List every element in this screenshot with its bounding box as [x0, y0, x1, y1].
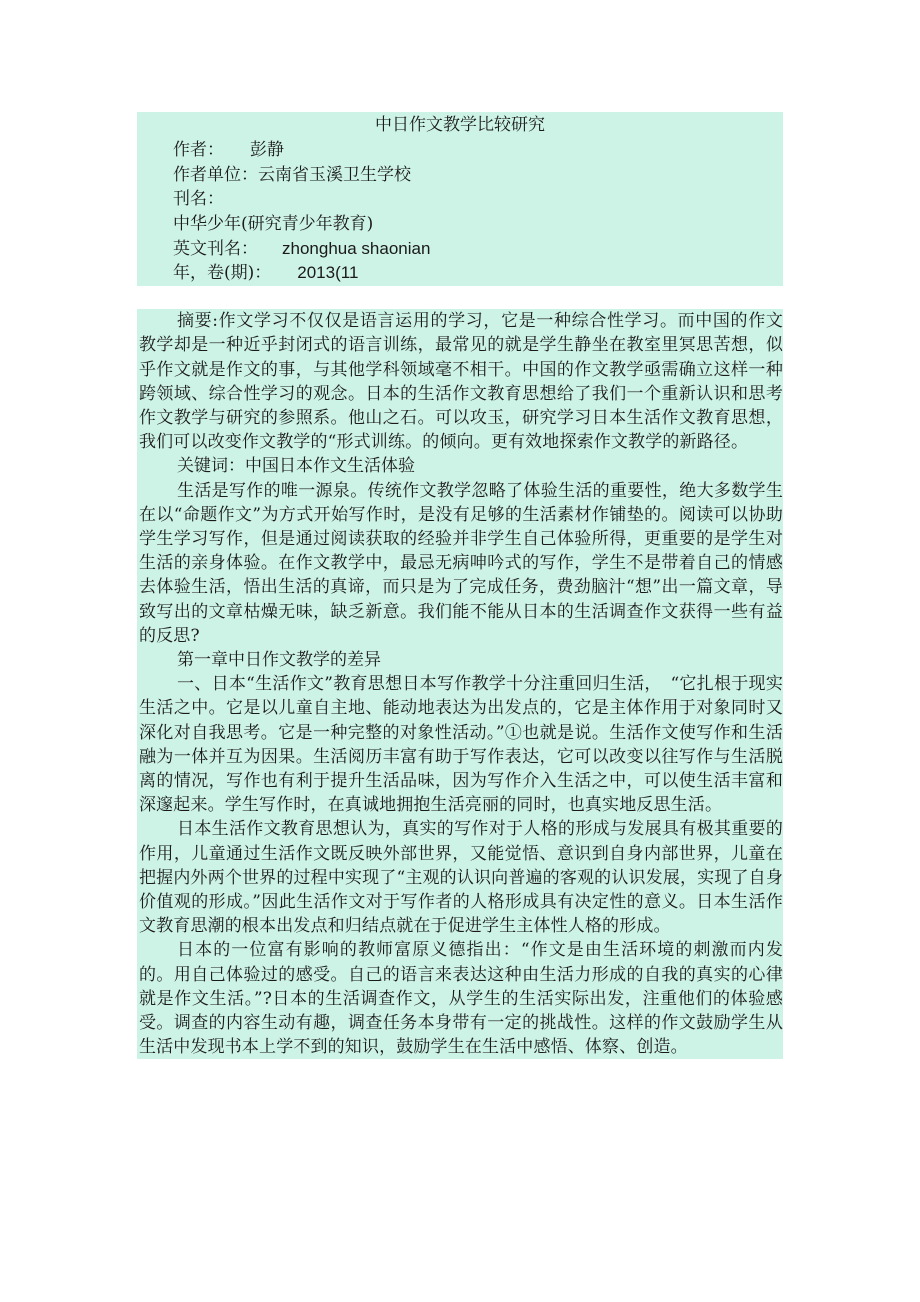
year-value: 2013(11 — [297, 263, 359, 283]
header-block — [137, 112, 783, 286]
english-journal-row — [137, 237, 783, 262]
author-label: 作者： — [173, 140, 224, 160]
body-block — [137, 309, 783, 1059]
chapter-heading: 第一章中日作文教学的差异 — [177, 649, 381, 670]
year-label: 年，卷(期)： — [173, 263, 272, 284]
body-paragraph-2: 一、日本“生活作文”教育思想日本写作教学十分注重回归生活， “它扎根于现实生活之中。它是以儿童自主地、能动地表达为出发点的，它是主体作用于对象同时又深化对自我思考。它是一种完整的对象性活动。”①也就是说。生活作文使写作和生活融为一体并互为因果。生活阅历丰富有助于写作表达，它可以改变以往写作与生活脱离的情况，写作也有利于提升生活品味，因为写作介入生活之中，可以使生活丰富和深邃起来。学生写作时，在真诚地拥抱生活亮丽的同时，也真实地反思生活。 — [139, 674, 783, 816]
journal-row — [137, 212, 783, 237]
english-journal-label: 英文刊名： — [173, 238, 258, 259]
spacer — [137, 286, 783, 309]
author-row — [137, 138, 783, 163]
document-page — [137, 112, 783, 1059]
body-paragraph-3: 日本生活作文教育思想认为，真实的写作对于人格的形成与发展具有极其重要的作用，儿童通过生活作文既反映外部世界，又能觉悟、意识到自身内部世界，儿童在把握内外两个世界的过程中实现了“主观的认识向普遍的客观的认识发展，实现了自身价值观的形成。”因此生活作文对于写作者的人格形成具有决定性的意义。日本生活作文教育思潮的根本出发点和归结点就在于促进学生主体性人格的形成。 — [139, 819, 783, 937]
journal-label: 刊名： — [173, 189, 224, 210]
unit-row — [137, 163, 783, 188]
year-row — [137, 261, 783, 286]
journal-label-row — [137, 187, 783, 212]
unit-value: 云南省玉溪卫生学校 — [258, 164, 411, 185]
body-paragraph-1: 生活是写作的唯一源泉。传统作文教学忽略了体验生活的重要性，绝大多数学生在以“命题作文”为方式开始写作时，是没有足够的生活素材作铺垫的。阅读可以协助学生学习写作，但是通过阅读获取的经验并非学生自己体验所得，更重要的是学生对生活的亲身体验。在作文教学中，最忌无病呻吟式的写作，学生不是带着自己的情感去体验生活，悟出生活的真谛，而只是为了完成任务，费劲脑汁“想”出一篇文章，导致写出的文章枯燥无味，缺乏新意。我们能不能从日本的生活调查作文获得一些有益的反思? — [139, 480, 783, 646]
english-journal-value: zhonghua shaonian — [282, 238, 431, 258]
keywords-line: 关键词：中国日本作文生活体验 — [177, 456, 415, 477]
unit-label: 作者单位： — [173, 164, 258, 185]
journal-value: 中华少年(研究青少年教育) — [173, 214, 374, 235]
page-title: 中日作文教学比较研究 — [375, 115, 545, 135]
author-value: 彭静 — [250, 140, 284, 160]
abstract-paragraph: 摘要:作文学习不仅仅是语言运用的学习，它是一种综合性学习。而中国的作文教学却是一种近乎封闭式的语言训练，最常见的就是学生静坐在教室里冥思苦想，似乎作文就是作文的事，与其他学科领域毫不相干。中国的作文教学亟需确立这样一种跨领域、综合性学习的观念。日本的生活作文教育思想给了我们一个重新认识和思考作文教学与研究的参照系。他山之石。可以攻玉，研究学习日本生活作文教育思想，我们可以改变作文教学的“形式训练。的倾向。更有效地探索作文教学的新路径。 — [139, 311, 783, 453]
body-paragraph-4: 日本的一位富有影响的教师富原义德指出：“作文是由生活环境的刺激而内发的。用自己体验过的感受。自己的语言来表达这种由生活力形成的自我的真实的心律就是作文生活。”?日本的生活调查作文，从学生的生活实际出发，注重他们的体验感受。调查的内容生动有趣，调查任务本身带有一定的挑战性。这样的作文鼓励学生从生活中发现书本上学不到的知识，鼓励学生在生活中感悟、体察、创造。 — [139, 940, 783, 1058]
